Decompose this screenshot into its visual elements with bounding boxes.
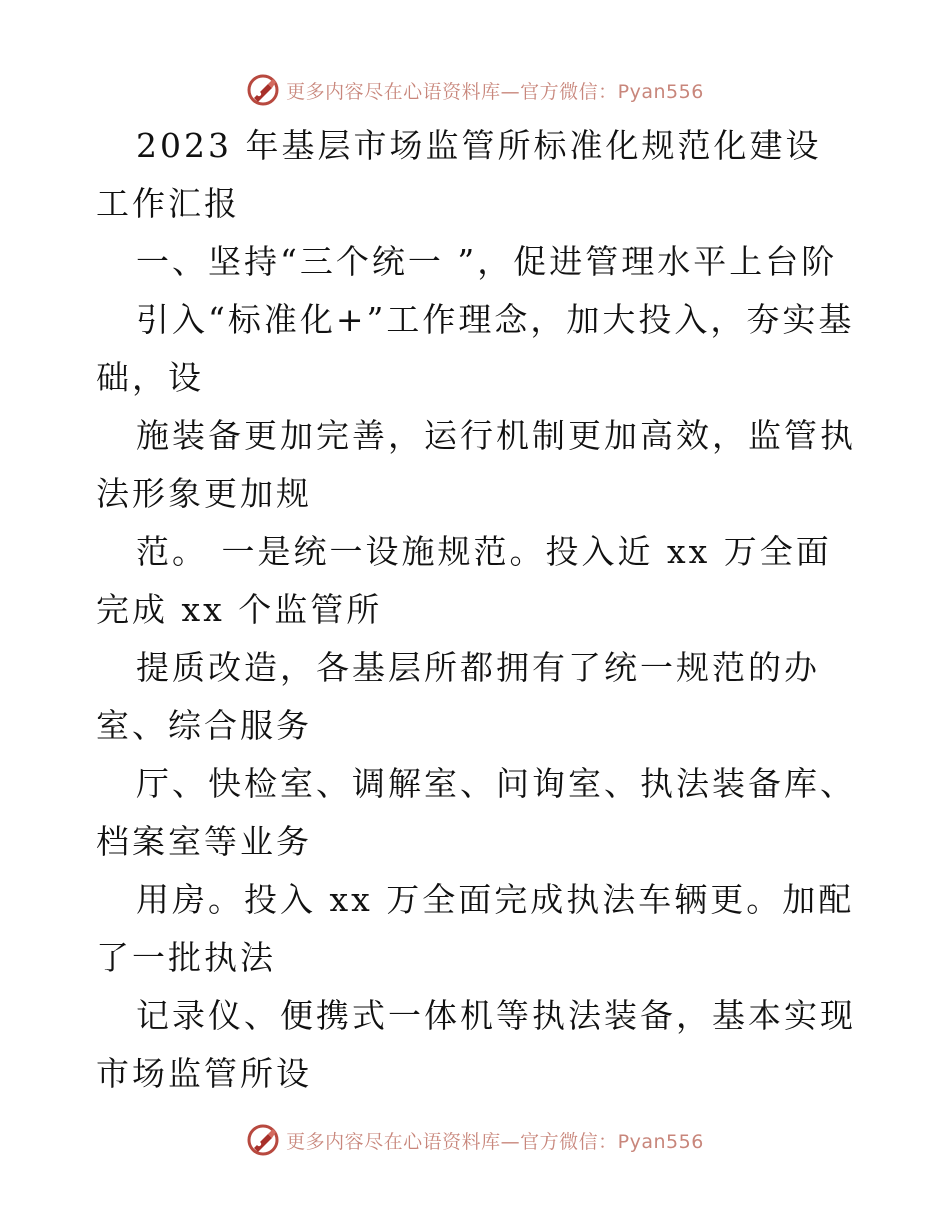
- pen-logo-icon: [246, 1123, 280, 1157]
- body-paragraph: 用房。投入 xx 万全面完成执法车辆更。加配了一批执法: [96, 880, 855, 977]
- body-paragraph: 厅、快检室、调解室、问询室、执法装备库、档案室等业务: [96, 764, 856, 861]
- watermark-text: 更多内容尽在心语资料库—官方微信：Pyan556: [286, 80, 704, 103]
- section-heading: 一、坚持“三个统一 ”，促进管理水平上台阶: [136, 242, 838, 281]
- document-body: [96, 117, 856, 1103]
- header-watermark: [0, 70, 950, 110]
- body-paragraph: 范。 一是统一设施规范。投入近 xx 万全面完成 xx 个监管所: [96, 532, 832, 629]
- pen-logo-icon: [246, 73, 280, 107]
- body-paragraph: 施装备更加完善，运行机制更加高效，监管执法形象更加规: [96, 416, 856, 513]
- footer-watermark: [0, 1120, 950, 1160]
- body-paragraph: 引入“标准化+”工作理念，加大投入，夯实基础，设: [96, 300, 855, 397]
- watermark-text: 更多内容尽在心语资料库—官方微信：Pyan556: [286, 1130, 704, 1153]
- body-paragraph: 记录仪、便携式一体机等执法装备，基本实现市场监管所设: [96, 996, 856, 1093]
- document-title: 2023 年基层市场监管所标准化规范化建设工作汇报: [96, 126, 822, 223]
- body-paragraph: 提质改造，各基层所都拥有了统一规范的办室、综合服务: [96, 648, 820, 745]
